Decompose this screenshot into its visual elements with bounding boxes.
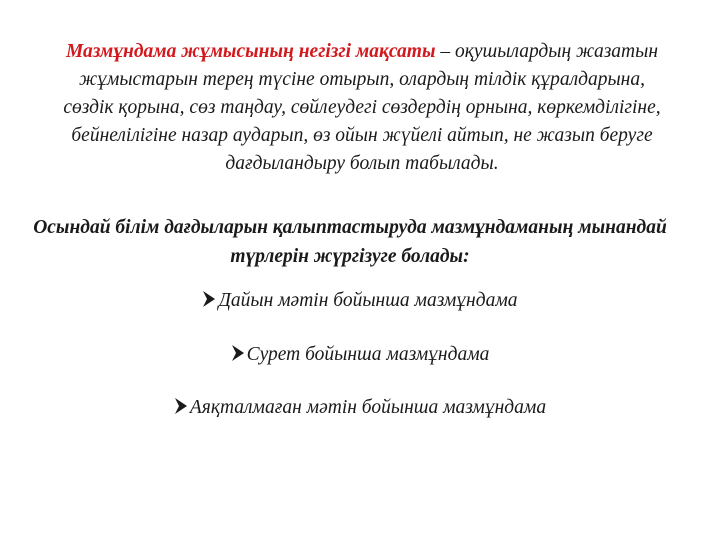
arrowhead-bullet-icon	[202, 290, 216, 308]
list-item-label: Аяқталмаған мәтін бойынша мазмұндама	[189, 397, 547, 418]
section-heading: Осындай білім дағдыларын қалыптастыруда мазмұндаманың мынандай түрлерін жүргізуге болады:	[33, 217, 667, 267]
arrowhead-bullet-icon	[174, 397, 188, 415]
list-item	[0, 289, 720, 313]
intro-dash: –	[435, 41, 455, 62]
list-item-label: Сурет бойынша мазмұндама	[246, 344, 490, 365]
list-item	[0, 396, 720, 420]
intro-text: оқушылардың жазатын жұмыстарын терең түсіне отырып, олардың тілдік құралдарына, сөздік қорына, сөз таңдау, сөйлеудегі сөздердің орнына, көркемділігіне, бейнелілігіне назар аударып, өз ойын жүйелі айтып, не жазып беруге дағдыландыру болып табылады.	[63, 41, 661, 174]
list-item	[0, 343, 720, 367]
intro-lead: Мазмұндама жұмысының негізгі мақсаты	[65, 41, 436, 62]
list-item-label: Дайын мәтін бойынша мазмұндама	[218, 290, 518, 311]
arrowhead-bullet-icon	[231, 344, 245, 362]
intro-paragraph	[52, 38, 672, 178]
